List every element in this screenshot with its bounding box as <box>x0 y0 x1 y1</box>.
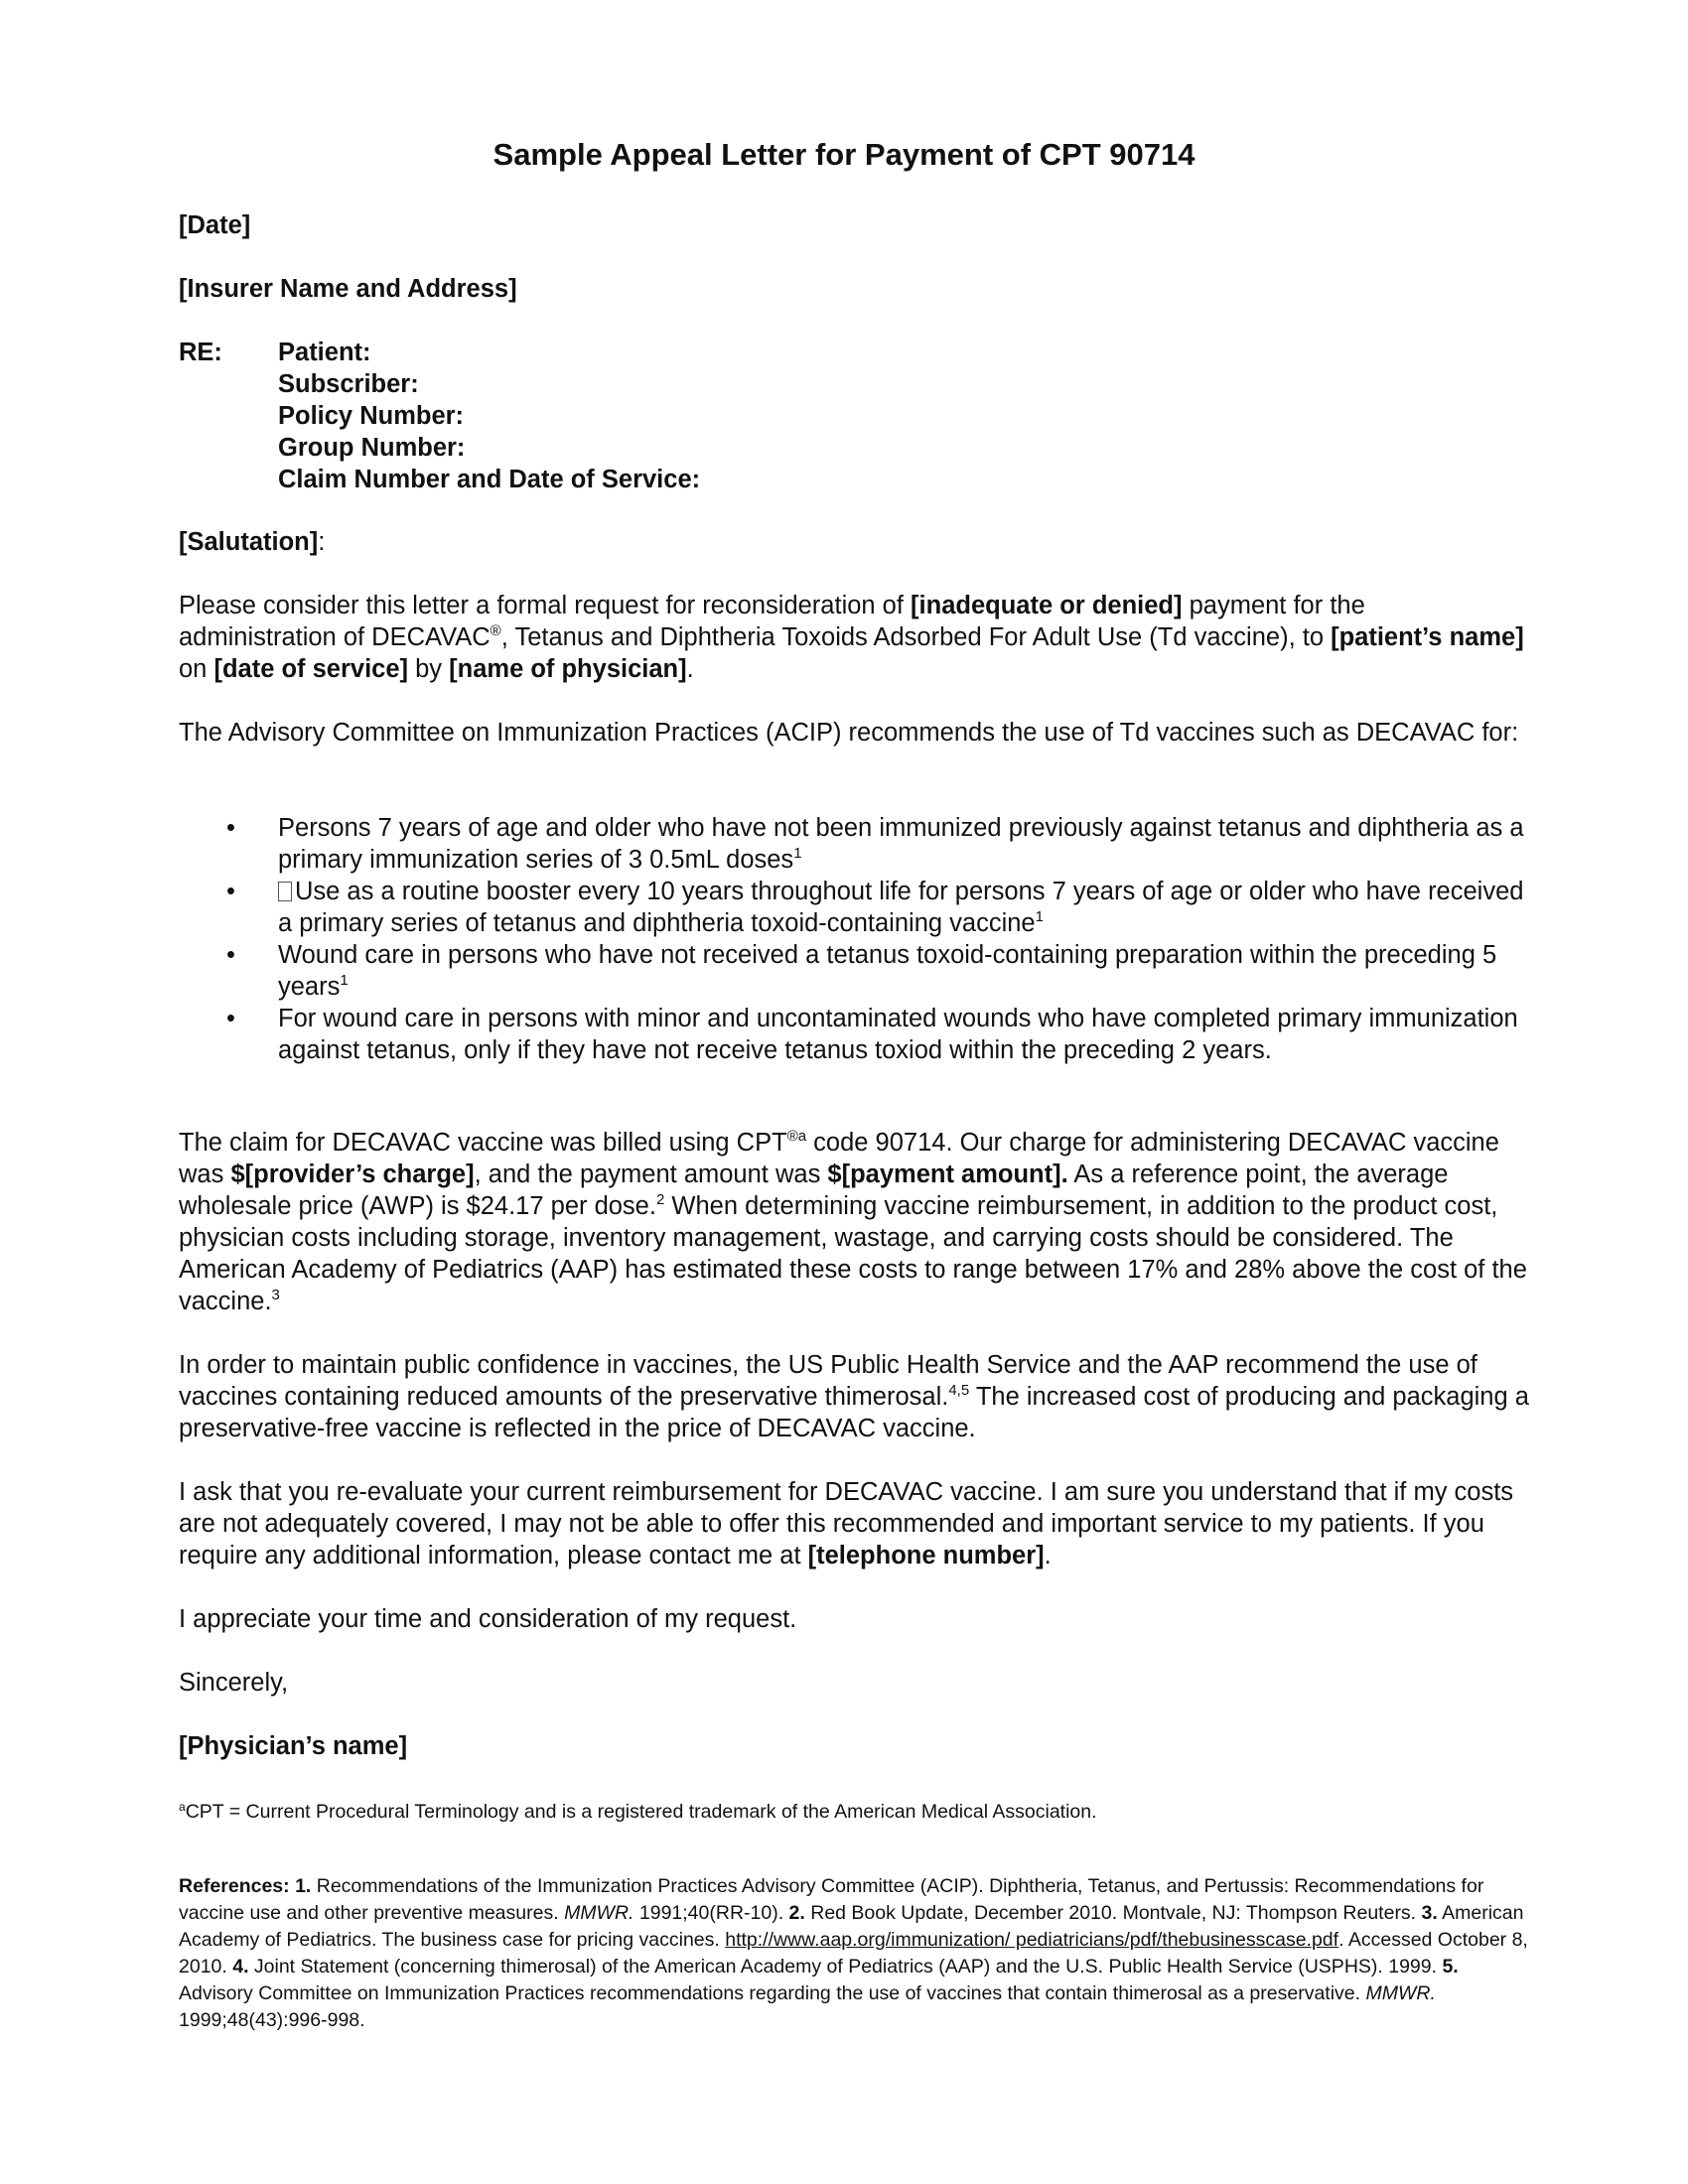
p1-text-2: payment for the administration of DECAVAC <box>179 592 1365 651</box>
footnote-ref: 1 <box>793 845 802 862</box>
p1-text-3: , Tetanus and Diphtheria Toxoids Adsorbed For Adult Use (Td vaccine), to <box>500 623 1332 651</box>
reference-number: 4. <box>232 1956 249 1978</box>
paragraph-request <box>179 590 1529 685</box>
reference-number: 3. <box>1421 1902 1438 1924</box>
footnote-ref: ®a <box>786 1128 807 1145</box>
paragraph-thimerosal <box>179 1349 1529 1444</box>
footnote-ref: 1 <box>340 972 349 989</box>
list-item-text: Use as a routine booster every 10 years throughout life for persons 7 years of age or older who have received a primary series of tetanus and diphtheria toxoid-containing vaccine <box>278 878 1524 937</box>
re-field-subscriber: Subscriber: <box>278 370 419 398</box>
registered-mark: ® <box>490 622 501 639</box>
re-field-claim-number: Claim Number and Date of Service: <box>278 466 701 493</box>
list-item-text: Wound care in persons who have not received a tetanus toxoid-containing preparation within the preceding 5 years <box>278 941 1497 1001</box>
patient-name-placeholder: [patient’s name] <box>1331 623 1524 651</box>
physician-name-placeholder: [name of physician] <box>449 655 687 683</box>
list-item-text: For wound care in persons with minor and uncontaminated wounds who have completed primary immunization against tetanus, only if they have not receive tetanus toxiod within the preceding 2 years. <box>278 1005 1518 1064</box>
inadequate-or-denied-placeholder: [inadequate or denied] <box>911 592 1183 619</box>
missing-glyph-box-icon <box>278 882 292 901</box>
list-item <box>179 939 1529 1003</box>
p1-text-6: . <box>686 655 694 683</box>
references <box>179 1873 1529 2034</box>
re-block <box>179 337 1529 495</box>
list-item <box>179 876 1529 939</box>
reference-link[interactable]: http://www.aap.org/immunization/ pediatricians/pdf/thebusinesscase.pdf <box>725 1929 1339 1951</box>
reference-text: American Academy of Pediatrics. The business case for pricing vaccines. <box>179 1902 1524 1951</box>
footnote <box>179 1800 1529 1824</box>
p5-text-1: I ask that you re-evaluate your current reimbursement for DECAVAC vaccine. I am sure you understand that if my costs are not adequately covered, I may not be able to offer this recommended and important service to my patients. If you require any additional information, please contact me at <box>179 1478 1514 1570</box>
reference-text: . Accessed October 8, 2010. <box>179 1929 1528 1978</box>
paragraph-claim <box>179 1127 1529 1317</box>
p1-text-4: on <box>179 655 214 683</box>
p5-text-2: . <box>1044 1542 1052 1570</box>
reference-number: 5. <box>1442 1956 1459 1978</box>
list-item <box>179 812 1529 876</box>
insurer-placeholder: [Insurer Name and Address] <box>179 275 517 303</box>
reference-text: Joint Statement (concerning thimerosal) of the American Academy of Pediatrics (AAP) and the U.S. Public Health Service (USPHS). 1999. <box>248 1956 1443 1978</box>
reference-journal: MMWR. <box>564 1902 634 1924</box>
date-of-service-placeholder: [date of service] <box>213 655 409 683</box>
signature-placeholder: [Physician’s name] <box>179 1732 408 1760</box>
p4-text-2: The increased cost of producing and packaging a preservative-free vaccine is reflected in the price of DECAVAC vaccine. <box>179 1383 1529 1442</box>
payment-amount-placeholder: $[payment amount]. <box>827 1160 1068 1188</box>
document-title: Sample Appeal Letter for Payment of CPT 90714 <box>492 137 1196 172</box>
re-field-patient: Patient: <box>278 339 371 366</box>
footnote-ref: 1 <box>1035 908 1044 925</box>
re-label: RE: <box>179 339 222 366</box>
reference-number: 1. <box>295 1875 312 1897</box>
re-field-policy-number: Policy Number: <box>278 402 465 430</box>
reference-text: 1999;48(43):996-998. <box>179 2009 365 2031</box>
reference-journal: MMWR. <box>1365 1982 1436 2004</box>
provider-charge-placeholder: $[provider’s charge] <box>230 1160 475 1188</box>
date-placeholder: [Date] <box>179 211 251 239</box>
closing: Sincerely, <box>179 1669 289 1697</box>
p4-text-1: In order to maintain public confidence in vaccines, the US Public Health Service and the AAP recommend the use of vaccines containing reduced amounts of the preservative thimerosal. <box>179 1351 1477 1411</box>
reference-text: Advisory Committee on Immunization Practices recommendations regarding the use of vaccines that contain thimerosal as a preservative. <box>179 1982 1366 2004</box>
p1-text-5: by <box>408 655 450 683</box>
reference-text: Recommendations of the Immunization Practices Advisory Committee (ACIP). Diphtheria, Tetanus, and Pertussis: Recommendations for vaccine use and other preventive measures. <box>179 1875 1484 1924</box>
bullet-icon: • <box>226 878 235 905</box>
bullet-icon: • <box>226 814 235 842</box>
p3-text-2: code 90714. Our charge for administering DECAVAC vaccine was <box>179 1129 1499 1188</box>
list-item <box>179 1003 1529 1066</box>
bullet-icon: • <box>226 1005 235 1032</box>
p3-text-4: As a reference point, the average wholesale price (AWP) is $24.17 per dose. <box>179 1160 1449 1220</box>
salutation-colon: : <box>318 528 326 556</box>
footnote-ref: 4,5 <box>948 1382 970 1399</box>
footnote-ref: 2 <box>655 1191 665 1208</box>
footnote-marker: a <box>179 1800 186 1814</box>
footnote-ref: 3 <box>271 1287 280 1303</box>
p3-text-5: When determining vaccine reimbursement, in addition to the product cost, physician costs including storage, inventory management, wastage, and carrying costs should be considered. The American Academy of Pediatrics (AAP) has estimated these costs to range between 17% and 28% above the cost of the vaccine. <box>179 1192 1527 1315</box>
bullet-icon: • <box>226 941 235 969</box>
reference-number: 2. <box>788 1902 805 1924</box>
re-field-group-number: Group Number: <box>278 434 466 462</box>
salutation-placeholder: [Salutation] <box>179 528 319 556</box>
telephone-number-placeholder: [telephone number] <box>807 1542 1045 1570</box>
footnote-text: CPT = Current Procedural Terminology and is a registered trademark of the American Medical Association. <box>185 1801 1097 1823</box>
paragraph-reevaluate <box>179 1476 1529 1571</box>
recommendation-list <box>179 812 1529 1066</box>
references-label: References: <box>179 1875 296 1897</box>
salutation <box>179 526 1529 558</box>
reference-text: Red Book Update, December 2010. Montvale, NJ: Thompson Reuters. <box>804 1902 1422 1924</box>
p1-text-1: Please consider this letter a formal request for reconsideration of <box>179 592 912 619</box>
re-fields <box>278 337 700 495</box>
list-item-text: Persons 7 years of age and older who have not been immunized previously against tetanus and diphtheria as a primary immunization series of 3 0.5mL doses <box>278 814 1524 874</box>
reference-text: 1991;40(RR-10). <box>633 1902 789 1924</box>
p3-text-3: , and the payment amount was <box>474 1160 828 1188</box>
p3-text-1: The claim for DECAVAC vaccine was billed using CPT <box>179 1129 787 1157</box>
paragraph-acip: The Advisory Committee on Immunization Practices (ACIP) recommends the use of Td vaccines such as DECAVAC for: <box>179 719 1519 747</box>
paragraph-appreciation: I appreciate your time and consideration of my request. <box>179 1605 797 1633</box>
